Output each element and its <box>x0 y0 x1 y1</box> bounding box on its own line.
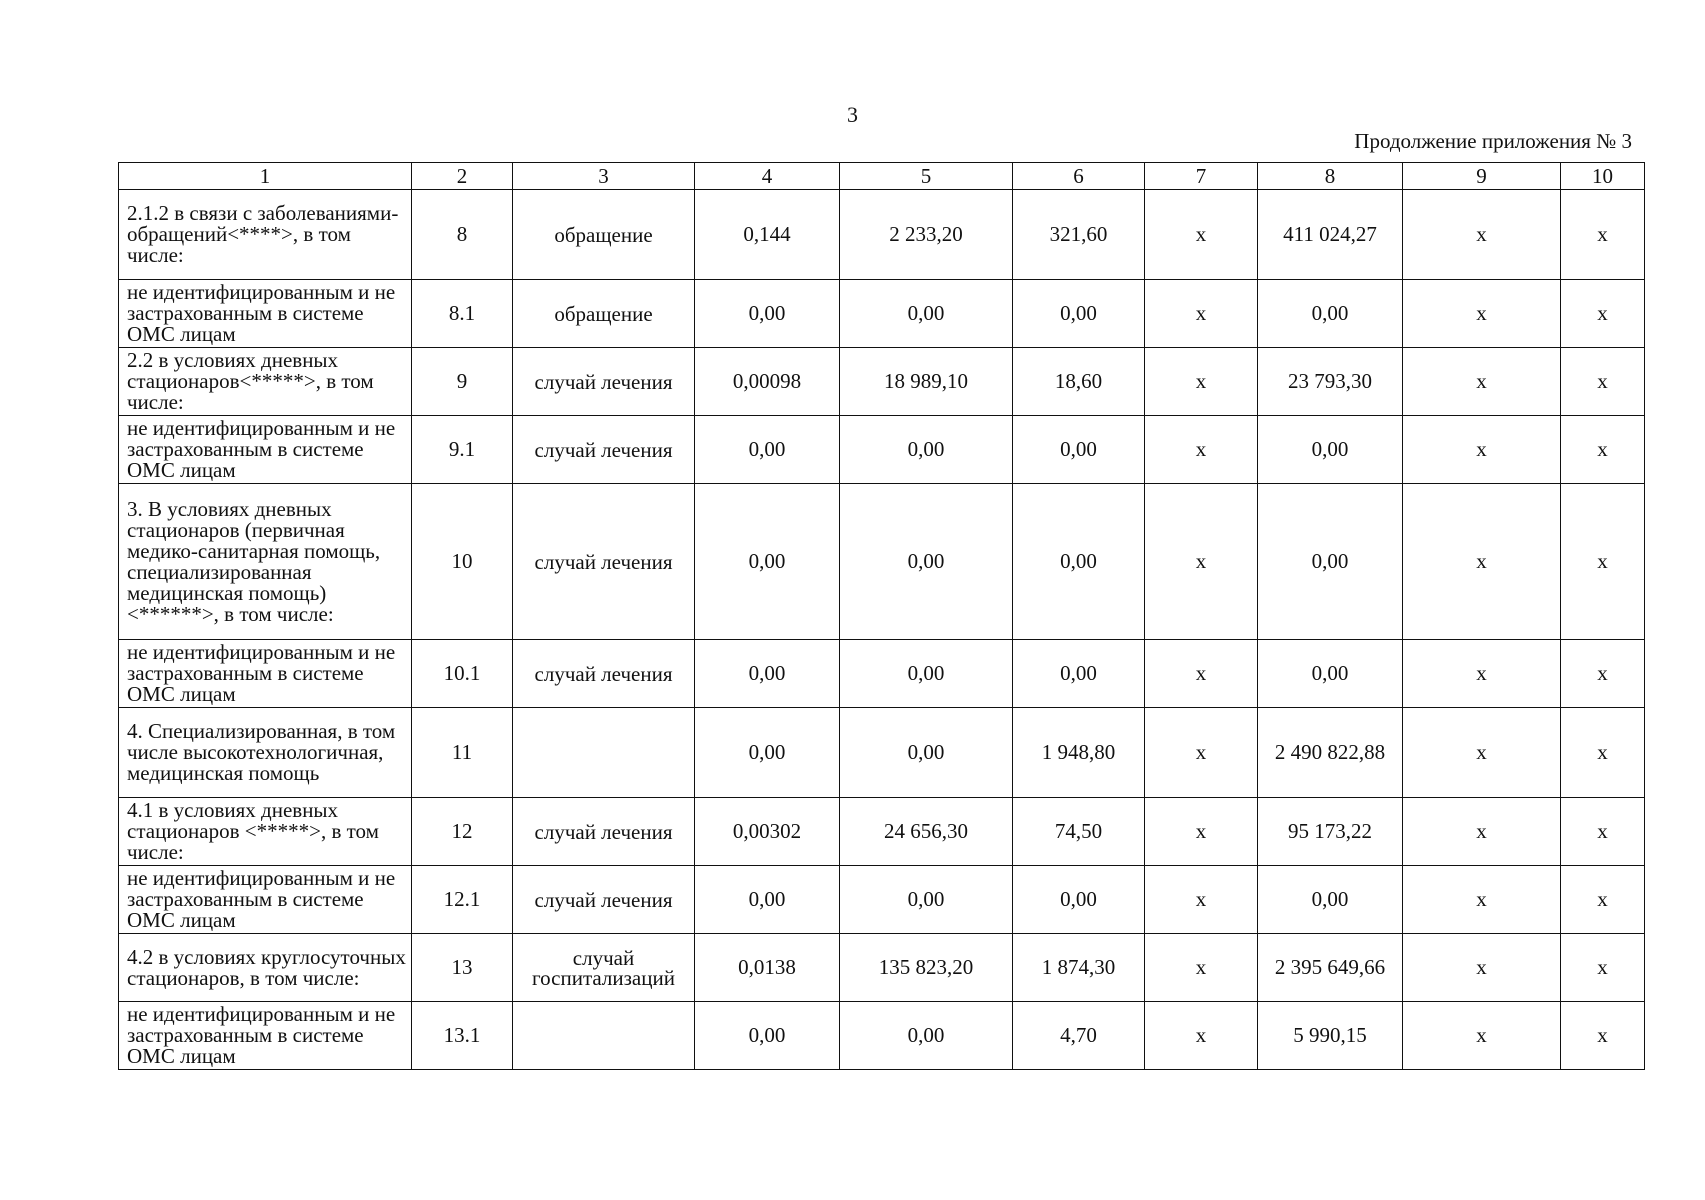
cell-col10: x <box>1561 484 1645 640</box>
row-code: 13.1 <box>412 1002 513 1070</box>
cell-col6: 0,00 <box>1013 484 1145 640</box>
row-label: 4.1 в условиях дневных стационаров <*****>, в том числе: <box>119 798 412 866</box>
row-label: 2.1.2 в связи с заболеваниями-обращений<****>, в том числе: <box>119 190 412 280</box>
row-unit <box>513 1002 695 1070</box>
row-label: 4. Специализированная, в том числе высокотехнологичная, медицинская помощь <box>119 708 412 798</box>
cell-col10: x <box>1561 640 1645 708</box>
cell-col6: 18,60 <box>1013 348 1145 416</box>
cell-col6: 0,00 <box>1013 640 1145 708</box>
cell-col5: 0,00 <box>840 484 1013 640</box>
row-code: 10 <box>412 484 513 640</box>
row-label: не идентифицированным и не застрахованным в системе ОМС лицам <box>119 866 412 934</box>
table-row <box>119 640 1645 708</box>
cell-col9: x <box>1403 484 1561 640</box>
row-unit: обращение <box>513 280 695 348</box>
row-label: не идентифицированным и не застрахованным в системе ОМС лицам <box>119 1002 412 1070</box>
cell-col7: x <box>1145 708 1258 798</box>
table-row <box>119 708 1645 798</box>
row-code: 12 <box>412 798 513 866</box>
cell-col5: 0,00 <box>840 280 1013 348</box>
cell-col4: 0,00 <box>695 484 840 640</box>
cell-col9: x <box>1403 934 1561 1002</box>
column-header: 5 <box>840 163 1013 190</box>
cell-col8: 95 173,22 <box>1258 798 1403 866</box>
cell-col10: x <box>1561 708 1645 798</box>
column-header: 7 <box>1145 163 1258 190</box>
cell-col8: 411 024,27 <box>1258 190 1403 280</box>
cell-col8: 2 395 649,66 <box>1258 934 1403 1002</box>
cell-col10: x <box>1561 798 1645 866</box>
table-row <box>119 484 1645 640</box>
cell-col9: x <box>1403 190 1561 280</box>
row-label: 4.2 в условиях круглосуточных стационаров, в том числе: <box>119 934 412 1002</box>
cell-col4: 0,00098 <box>695 348 840 416</box>
cell-col6: 0,00 <box>1013 866 1145 934</box>
column-header: 10 <box>1561 163 1645 190</box>
cell-col4: 0,00302 <box>695 798 840 866</box>
row-unit <box>513 708 695 798</box>
cell-col5: 2 233,20 <box>840 190 1013 280</box>
cell-col8: 2 490 822,88 <box>1258 708 1403 798</box>
row-unit: случай лечения <box>513 484 695 640</box>
cell-col9: x <box>1403 416 1561 484</box>
row-unit: случай лечения <box>513 416 695 484</box>
cell-col5: 0,00 <box>840 416 1013 484</box>
table-row <box>119 798 1645 866</box>
cell-col6: 321,60 <box>1013 190 1145 280</box>
row-unit: случай лечения <box>513 348 695 416</box>
table-row <box>119 348 1645 416</box>
header-row <box>119 163 1645 190</box>
cell-col8: 0,00 <box>1258 416 1403 484</box>
cell-col8: 0,00 <box>1258 640 1403 708</box>
cell-col9: x <box>1403 708 1561 798</box>
cell-col4: 0,00 <box>695 1002 840 1070</box>
cell-col9: x <box>1403 348 1561 416</box>
row-label: не идентифицированным и не застрахованным в системе ОМС лицам <box>119 416 412 484</box>
cell-col5: 0,00 <box>840 640 1013 708</box>
cell-col7: x <box>1145 1002 1258 1070</box>
cell-col5: 18 989,10 <box>840 348 1013 416</box>
cell-col6: 1 948,80 <box>1013 708 1145 798</box>
cell-col7: x <box>1145 280 1258 348</box>
cell-col6: 0,00 <box>1013 416 1145 484</box>
row-label: не идентифицированным и не застрахованным в системе ОМС лицам <box>119 280 412 348</box>
row-code: 8.1 <box>412 280 513 348</box>
cell-col9: x <box>1403 866 1561 934</box>
column-header: 2 <box>412 163 513 190</box>
cell-col4: 0,00 <box>695 640 840 708</box>
row-code: 13 <box>412 934 513 1002</box>
cell-col9: x <box>1403 798 1561 866</box>
cell-col8: 23 793,30 <box>1258 348 1403 416</box>
cell-col10: x <box>1561 1002 1645 1070</box>
cell-col10: x <box>1561 416 1645 484</box>
table-row <box>119 934 1645 1002</box>
row-label: 3. В условиях дневных стационаров (первичная медико-санитарная помощь, специализированная медицинская помощь) <******>, в том числе: <box>119 484 412 640</box>
page-number: 3 <box>847 102 858 127</box>
column-header: 4 <box>695 163 840 190</box>
cell-col7: x <box>1145 348 1258 416</box>
row-code: 12.1 <box>412 866 513 934</box>
cell-col10: x <box>1561 280 1645 348</box>
cell-col7: x <box>1145 416 1258 484</box>
cell-col4: 0,00 <box>695 416 840 484</box>
table-row <box>119 1002 1645 1070</box>
table-row <box>119 280 1645 348</box>
cell-col5: 0,00 <box>840 708 1013 798</box>
cell-col7: x <box>1145 866 1258 934</box>
row-unit: случай лечения <box>513 640 695 708</box>
cell-col10: x <box>1561 190 1645 280</box>
row-unit: случай лечения <box>513 866 695 934</box>
cell-col10: x <box>1561 866 1645 934</box>
row-label: не идентифицированным и не застрахованным в системе ОМС лицам <box>119 640 412 708</box>
cell-col6: 74,50 <box>1013 798 1145 866</box>
table-row <box>119 416 1645 484</box>
appendix-continuation-title: Продолжение приложения № 3 <box>1354 129 1632 153</box>
column-header: 3 <box>513 163 695 190</box>
cell-col9: x <box>1403 1002 1561 1070</box>
column-header: 1 <box>119 163 412 190</box>
column-header: 8 <box>1258 163 1403 190</box>
cell-col6: 1 874,30 <box>1013 934 1145 1002</box>
data-table <box>118 162 1645 1070</box>
row-code: 10.1 <box>412 640 513 708</box>
cell-col6: 4,70 <box>1013 1002 1145 1070</box>
table-row <box>119 190 1645 280</box>
row-code: 9.1 <box>412 416 513 484</box>
cell-col5: 0,00 <box>840 866 1013 934</box>
row-code: 11 <box>412 708 513 798</box>
cell-col9: x <box>1403 280 1561 348</box>
cell-col10: x <box>1561 934 1645 1002</box>
cell-col8: 0,00 <box>1258 484 1403 640</box>
cell-col6: 0,00 <box>1013 280 1145 348</box>
cell-col5: 0,00 <box>840 1002 1013 1070</box>
table-row <box>119 866 1645 934</box>
row-code: 9 <box>412 348 513 416</box>
column-header: 9 <box>1403 163 1561 190</box>
column-header: 6 <box>1013 163 1145 190</box>
cell-col5: 135 823,20 <box>840 934 1013 1002</box>
cell-col7: x <box>1145 640 1258 708</box>
cell-col8: 5 990,15 <box>1258 1002 1403 1070</box>
row-label: 2.2 в условиях дневных стационаров<*****>, в том числе: <box>119 348 412 416</box>
cell-col9: x <box>1403 640 1561 708</box>
cell-col4: 0,0138 <box>695 934 840 1002</box>
cell-col4: 0,144 <box>695 190 840 280</box>
cell-col8: 0,00 <box>1258 866 1403 934</box>
row-unit: обращение <box>513 190 695 280</box>
cell-col8: 0,00 <box>1258 280 1403 348</box>
cell-col5: 24 656,30 <box>840 798 1013 866</box>
cell-col7: x <box>1145 484 1258 640</box>
cell-col4: 0,00 <box>695 280 840 348</box>
cell-col10: x <box>1561 348 1645 416</box>
cell-col4: 0,00 <box>695 866 840 934</box>
cell-col4: 0,00 <box>695 708 840 798</box>
row-code: 8 <box>412 190 513 280</box>
row-unit: случай госпитализаций <box>513 934 695 1002</box>
row-unit: случай лечения <box>513 798 695 866</box>
cell-col7: x <box>1145 934 1258 1002</box>
cell-col7: x <box>1145 190 1258 280</box>
cell-col7: x <box>1145 798 1258 866</box>
